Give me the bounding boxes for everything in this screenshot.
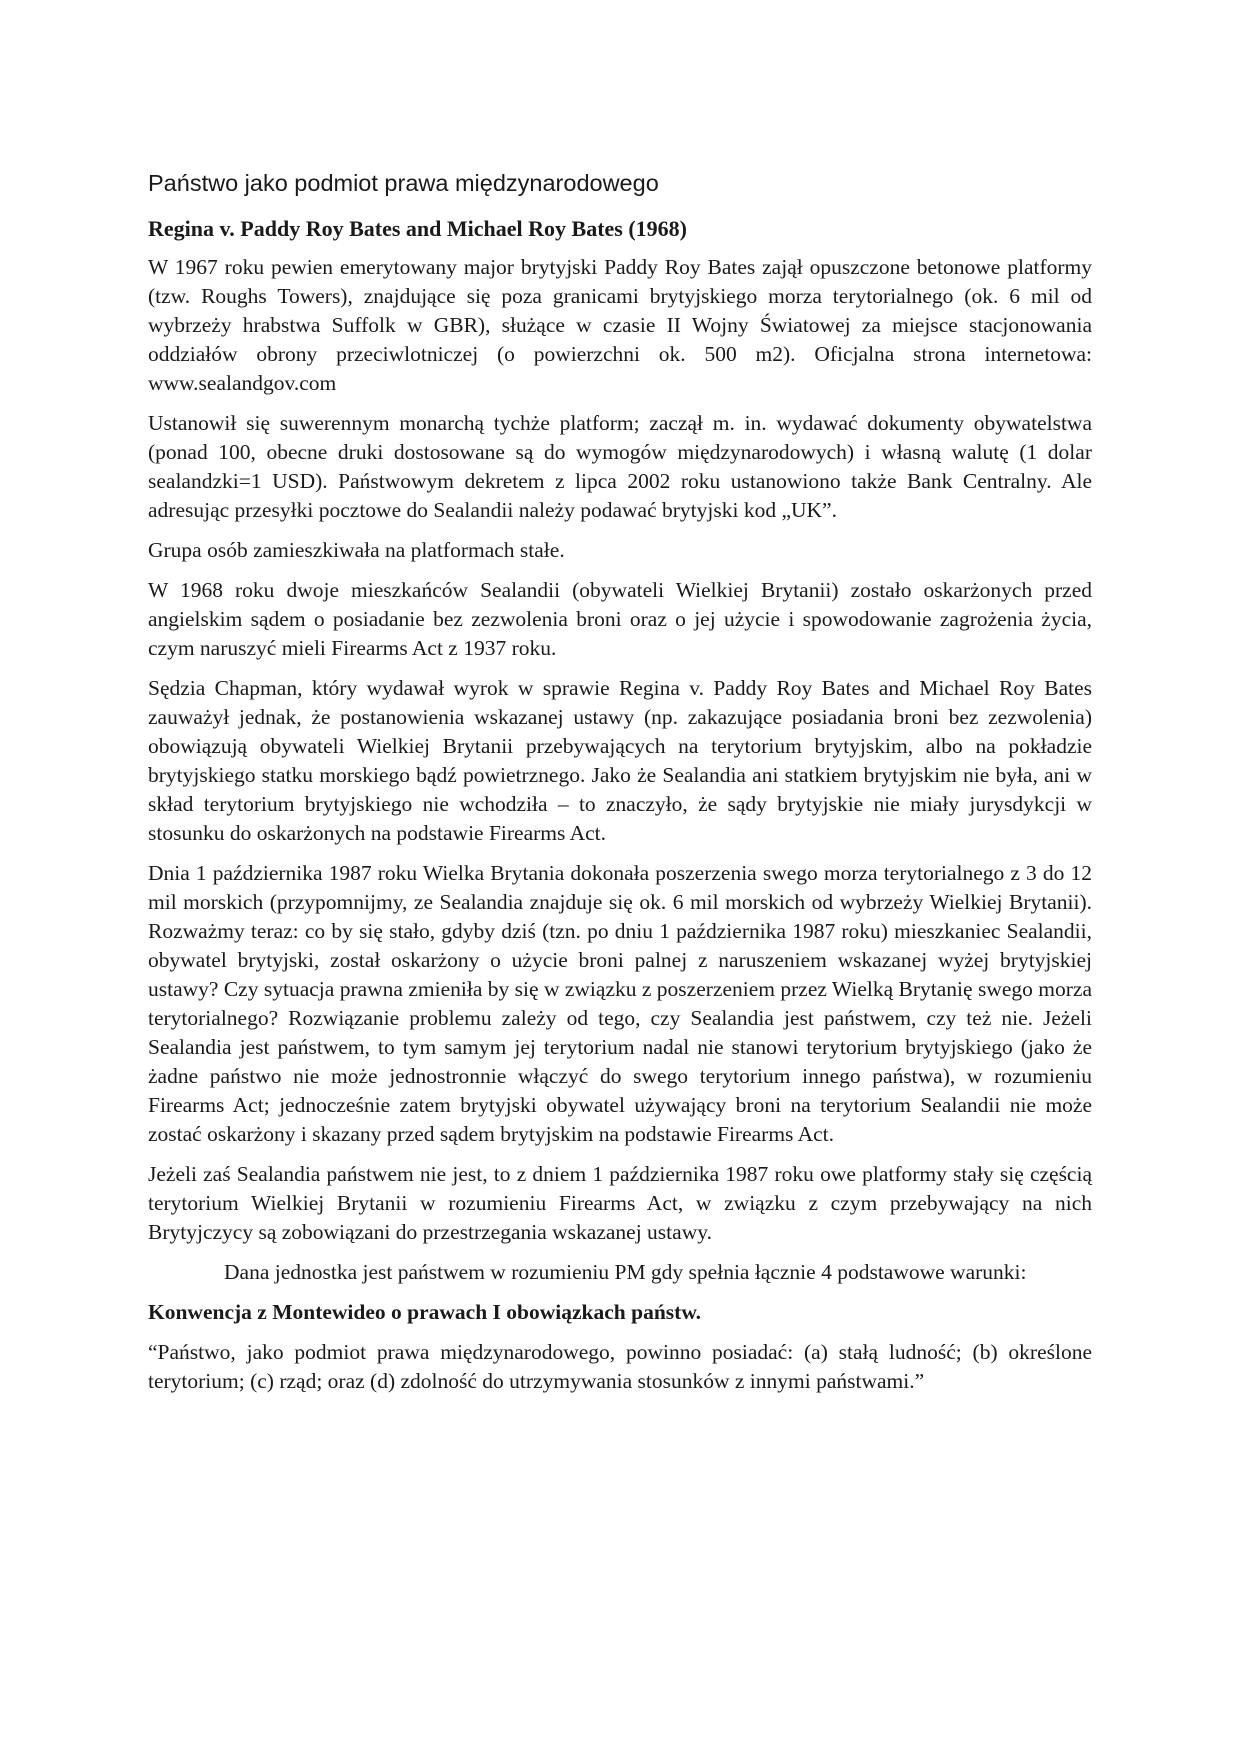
paragraph-2: Ustanowił się suwerennym monarchą tychże platform; zaczął m. in. wydawać dokumenty obywatelstwa (ponad 100, obecne druki dostosowane są do wymogów międzynarodowych) i własną walutę (1 dolar sealandzki=1 USD). Państwowym dekretem z lipca 2002 roku ustanowiono także Bank Centralny. Ale adresując przesyłki pocztowe do Sealandii należy podawać brytyjski kod „UK”. bbox=[148, 411, 1092, 522]
paragraph-6: Dnia 1 października 1987 roku Wielka Brytania dokonała poszerzenia swego morza terytorialnego z 3 do 12 mil morskich (przypomnijmy, ze Sealandia znajduje się ok. 6 mil morskich od wybrzeży Wielkiej Brytanii). Rozważmy teraz: co by się stało, gdyby dziś (tzn. po dniu 1 października 1987 roku) mieszkaniec Sealandii, obywatel brytyjski, został oskarżony o użycie broni palnej z naruszeniem wskazanej wyżej brytyjskiej ustawy? Czy sytuacja prawna zmieniła by się w związku z poszerzeniem przez Wielką Brytanię swego morza terytorialnego? Rozwiązanie problemu zależy od tego, czy Sealandia jest państwem, czy też nie. Jeżeli Sealandia jest państwem, to tym samym jej terytorium nadal nie stanowi terytorium brytyjskiego (jako że żadne państwo nie może jednostronnie włączyć do swego terytorium innego państwa), w rozumieniu Firearms Act; jednocześnie zatem brytyjski obywatel używający broni na terytorium Sealandii nie może zostać oskarżony i skazany przed sądem brytyjskim na podstawie Firearms Act. bbox=[148, 861, 1092, 1146]
paragraph-5: Sędzia Chapman, który wydawał wyrok w sprawie Regina v. Paddy Roy Bates and Michael Roy Bates zauważył jednak, że postanowienia wskazanej ustawy (np. zakazujące posiadania broni bez zezwolenia) obowiązują obywateli Wielkiej Brytanii przebywających na terytorium brytyjskim, albo na pokładzie brytyjskiego statku morskiego bądź powietrznego. Jako że Sealandia ani statkiem brytyjskim nie była, ani w skład terytorium brytyjskiego nie wchodziła – to znaczyło, że sądy brytyjskie nie miały jurysdykcji w stosunku do oskarżonych na podstawie Firearms Act. bbox=[148, 676, 1092, 845]
paragraph-3: Grupa osób zamieszkiwała na platformach stałe. bbox=[148, 538, 565, 562]
conditions-intro: Dana jednostka jest państwem w rozumieniu PM gdy spełnia łącznie 4 podstawowe warunki: bbox=[224, 1260, 1027, 1284]
paragraph-4: W 1968 roku dwoje mieszkańców Sealandii (obywateli Wielkiej Brytanii) zostało oskarżonych przed angielskim sądem o posiadanie bez zezwolenia broni oraz o jej użycie i spowodowanie zagrożenia życia, czym naruszyć mieli Firearms Act z 1937 roku. bbox=[148, 578, 1092, 660]
paragraph-7: Jeżeli zaś Sealandia państwem nie jest, to z dniem 1 października 1987 roku owe platformy stały się częścią terytorium Wielkiej Brytanii w rozumieniu Firearms Act, w związku z czym przebywający na nich Brytyjczycy są zobowiązani do przestrzegania wskazanej ustawy. bbox=[148, 1162, 1092, 1244]
document-page bbox=[148, 168, 1092, 1407]
convention-quote: “Państwo, jako podmiot prawa międzynarodowego, powinno posiadać: (a) stałą ludność; (b) określone terytorium; (c) rząd; oraz (d) zdolność do utrzymywania stosunków z innymi państwami.” bbox=[148, 1340, 1092, 1393]
paragraph-1: W 1967 roku pewien emerytowany major brytyjski Paddy Roy Bates zajął opuszczone betonowe platformy (tzw. Roughs Towers), znajdujące się poza granicami brytyjskiego morza terytorialnego (ok. 6 mil od wybrzeży hrabstwa Suffolk w GBR), służące w czasie II Wojny Światowej za miejsce stacjonowania oddziałów obrony przeciwlotniczej (o powierzchni ok. 500 m2). Oficjalna strona internetowa: www.sealandgov.com bbox=[148, 255, 1092, 395]
document-title: Państwo jako podmiot prawa międzynarodowego bbox=[148, 170, 659, 196]
case-title: Regina v. Paddy Roy Bates and Michael Roy Bates (1968) bbox=[148, 216, 687, 241]
convention-title: Konwencja z Montewideo o prawach I obowiązkach państw. bbox=[148, 1300, 702, 1324]
